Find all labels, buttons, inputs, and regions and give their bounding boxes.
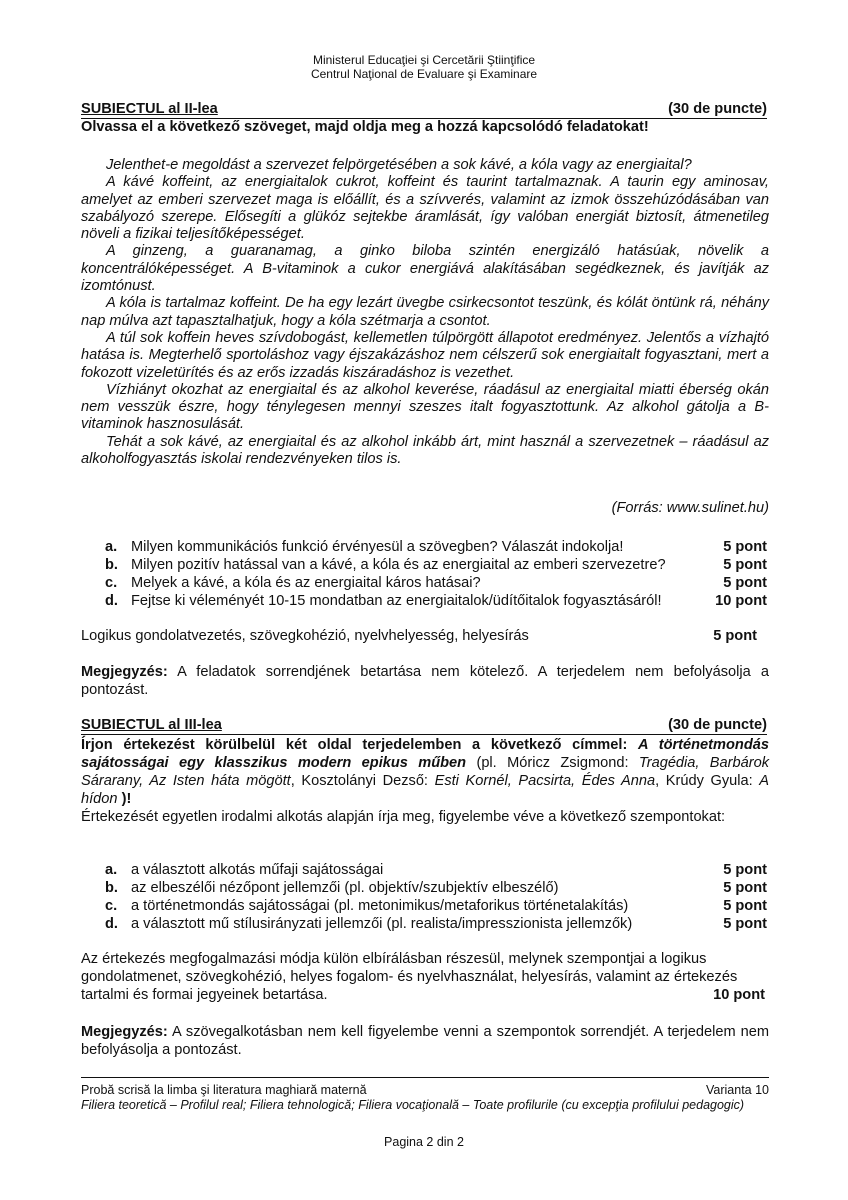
page-header bbox=[0, 53, 848, 81]
task-item bbox=[105, 915, 767, 933]
passage-paragraph: Vízhiányt okozhat az energiaital és az alkohol keverése, ráadásul az energiaital miatti éberség okán nem vesszük észre, hogy ténylegesen mennyi szeszes italt fogyasztottunk. Az alkohol gátolja a B-vitaminok hasznosulását. bbox=[81, 381, 769, 433]
passage-paragraph: Tehát a sok kávé, az energiaital és az alkohol inkább árt, mint használ a szervezetnek – ráadásul az alkoholfogyasztás iskolai rendezvényeken tilos is. bbox=[81, 433, 769, 468]
task-letter: d. bbox=[105, 916, 118, 932]
essay-guideline: Értekezését egyetlen irodalmi alkotás alapján írja meg, figyelembe véve a következő szempontokat: bbox=[81, 809, 726, 825]
task-text: a választott mű stílusirányzati jellemzői (pl. realista/impresszionista jellemzők) bbox=[131, 916, 633, 932]
subject3-heading bbox=[81, 717, 767, 735]
task-text: a történetmondás sajátosságai (pl. metonimikus/metaforikus történetalakítás) bbox=[131, 898, 629, 914]
passage-paragraph: A túl sok koffein heves szívdobogást, kellemetlen túlpörgött állapotot eredményez. Jelentős a vízhajtó hatása is. Megterhelő sportoláshoz vagy éjszakázáshoz nem célszerű sok energiaitalt fogyasztani, mert a fokozott vizeletürítés és az erős izzadás kiszáradáshoz is vezethet. bbox=[81, 329, 769, 381]
essay-title: A történetmondás sajátosságai egy klasszikus modern epikus műben bbox=[81, 737, 769, 771]
task-letter: a. bbox=[105, 862, 118, 878]
logic-criteria-text: Logikus gondolatvezetés, szövegkohézió, nyelvhelyesség, helyesírás bbox=[81, 628, 529, 644]
task-text: Fejtse ki véleményét 10-15 mondatban az energiaitalok/üdítőitalok fogyasztásáról! bbox=[131, 593, 662, 609]
subject3-note bbox=[81, 1023, 769, 1059]
subject2-instruction: Olvassa el a következő szöveget, majd oldja meg a hozzá kapcsolódó feladatokat! bbox=[81, 119, 649, 135]
subject2-note bbox=[81, 663, 769, 699]
note-label: Megjegyzés: bbox=[81, 1024, 168, 1040]
subject3-title: SUBIECTUL al III-lea bbox=[81, 717, 222, 733]
task-points: 5 pont bbox=[723, 557, 767, 573]
logic-criteria bbox=[81, 627, 757, 645]
task-letter: c. bbox=[105, 898, 118, 914]
task-item bbox=[105, 538, 767, 556]
task-points: 10 pont bbox=[715, 593, 767, 609]
note-text: A szövegalkotásban nem kell figyelembe venni a szempontok sorrendjét. A terjedelem nem befolyásolja a pontozást. bbox=[81, 1024, 770, 1058]
task-item bbox=[105, 574, 767, 592]
task-text: Milyen pozitív hatással van a kávé, a kóla és az energiaital az emberi szervezetre? bbox=[131, 557, 666, 573]
task-text: Melyek a kávé, a kóla és az energiaital káros hatásai? bbox=[131, 575, 481, 591]
center-name: Centrul Naţional de Evaluare şi Examinare bbox=[310, 67, 538, 81]
ministry-name: Ministerul Educaţiei şi Cercetării Ştiinţifice bbox=[312, 53, 536, 67]
task-item bbox=[105, 592, 767, 610]
essay-examples-1: (pl. Móricz Zsigmond: bbox=[476, 755, 629, 771]
task-item bbox=[105, 879, 767, 897]
essay-evaluation bbox=[81, 950, 769, 1004]
essay-examples-3: , Krúdy Gyula: bbox=[655, 773, 753, 789]
note-text: A feladatok sorrendjének betartása nem kötelező. A terjedelem nem befolyásolja a pontozást. bbox=[81, 664, 770, 698]
task-letter: b. bbox=[105, 880, 118, 896]
subject3-tasks bbox=[105, 861, 767, 933]
passage-paragraph: A kávé koffeint, az energiaitalok cukrot, koffeint és taurint tartalmaznak. A taurin egy aminosav, amelyet az emberi szervezet maga is előállít, és a szívverés, valamint az izmok összehúzódásában van szabályozó szerepe. Elősegíti a glükóz sejtekbe áramlását, így valóban energiát biztosít, átmenetileg növeli a fizikai teljesítőképességet. bbox=[81, 174, 769, 243]
task-text: Milyen kommunikációs funkció érvényesül a szövegben? Válaszát indokolja! bbox=[131, 539, 624, 555]
subject2-points: (30 de puncte) bbox=[668, 101, 767, 117]
reading-passage bbox=[81, 157, 769, 468]
passage-source: (Forrás: www.sulinet.hu) bbox=[611, 500, 769, 516]
essay-instruction-end: )! bbox=[121, 791, 132, 807]
subject2-title: SUBIECTUL al II-lea bbox=[81, 101, 218, 117]
exam-name: Probă scrisă la limba şi literatura maghiară maternă bbox=[81, 1083, 367, 1097]
subject2-tasks bbox=[105, 538, 767, 610]
task-letter: b. bbox=[105, 557, 118, 573]
task-points: 5 pont bbox=[723, 862, 767, 878]
task-item bbox=[105, 897, 767, 915]
essay-works-3: A hídon bbox=[81, 773, 769, 807]
logic-criteria-points: 5 pont bbox=[713, 628, 757, 644]
page-footer bbox=[81, 1083, 769, 1113]
essay-works-2: Esti Kornél, Pacsirta, Édes Anna bbox=[434, 773, 656, 789]
evaluation-points: 10 pont bbox=[713, 987, 765, 1003]
subject2-heading bbox=[81, 101, 767, 136]
task-item bbox=[105, 861, 767, 879]
evaluation-text: Az értekezés megfogalmazási módja külön elbírálásban részesül, melynek szempontjai a logikus gondolatmenet, szövegkohézió, helyes fogalom- és nyelvhasználat, helyesírás, valamint az értekezés tartalmi és formai jegyeinek betartása. bbox=[81, 951, 738, 1003]
essay-instruction: Írjon értekezést körülbelül két oldal terjedelemben a következő címmel: bbox=[81, 737, 628, 753]
essay-examples-2: , Kosztolányi Dezső: bbox=[290, 773, 428, 789]
task-text: az elbeszélői nézőpont jellemzői (pl. objektív/szubjektív elbeszélő) bbox=[131, 880, 559, 896]
task-points: 5 pont bbox=[723, 916, 767, 932]
task-points: 5 pont bbox=[723, 575, 767, 591]
subject3-points: (30 de puncte) bbox=[668, 717, 767, 733]
variant-number: Varianta 10 bbox=[705, 1083, 769, 1097]
task-points: 5 pont bbox=[723, 880, 767, 896]
task-points: 5 pont bbox=[723, 539, 767, 555]
essay-works-1: Tragédia, Barbárok Sárarany, Az Isten háta mögött bbox=[81, 755, 770, 789]
task-letter: c. bbox=[105, 575, 118, 591]
exam-profiles: Filiera teoretică – Profilul real; Filiera tehnologică; Filiera vocaţională – Toate profilurile (cu excepţia profilului pedagogic) bbox=[81, 1098, 745, 1112]
task-item bbox=[105, 556, 767, 574]
note-label: Megjegyzés: bbox=[81, 664, 168, 680]
passage-paragraph: A ginzeng, a guaranamag, a ginko biloba szintén energizáló hatásúak, növelik a koncentrálóképességet. A B-vitaminok a cukor energiává alakításában segédkeznek, és javítják az izomtónust. bbox=[81, 243, 769, 295]
task-letter: a. bbox=[105, 539, 118, 555]
task-text: a választott alkotás műfaji sajátosságai bbox=[131, 862, 384, 878]
task-letter: d. bbox=[105, 593, 118, 609]
task-points: 5 pont bbox=[723, 898, 767, 914]
passage-paragraph: Jelenthet-e megoldást a szervezet felpörgetésében a sok kávé, a kóla vagy az energiaital? bbox=[106, 157, 692, 173]
passage-paragraph: A kóla is tartalmaz koffeint. De ha egy lezárt üvegbe csirkecsontot teszünk, és kólát öntünk rá, néhány nap múlva azt tapasztalhatjuk, hogy a kóla szétmarja a csontot. bbox=[81, 295, 769, 329]
footer-divider bbox=[81, 1077, 769, 1078]
subject3-instruction bbox=[81, 736, 769, 826]
page-number: Pagina 2 din 2 bbox=[384, 1135, 464, 1149]
